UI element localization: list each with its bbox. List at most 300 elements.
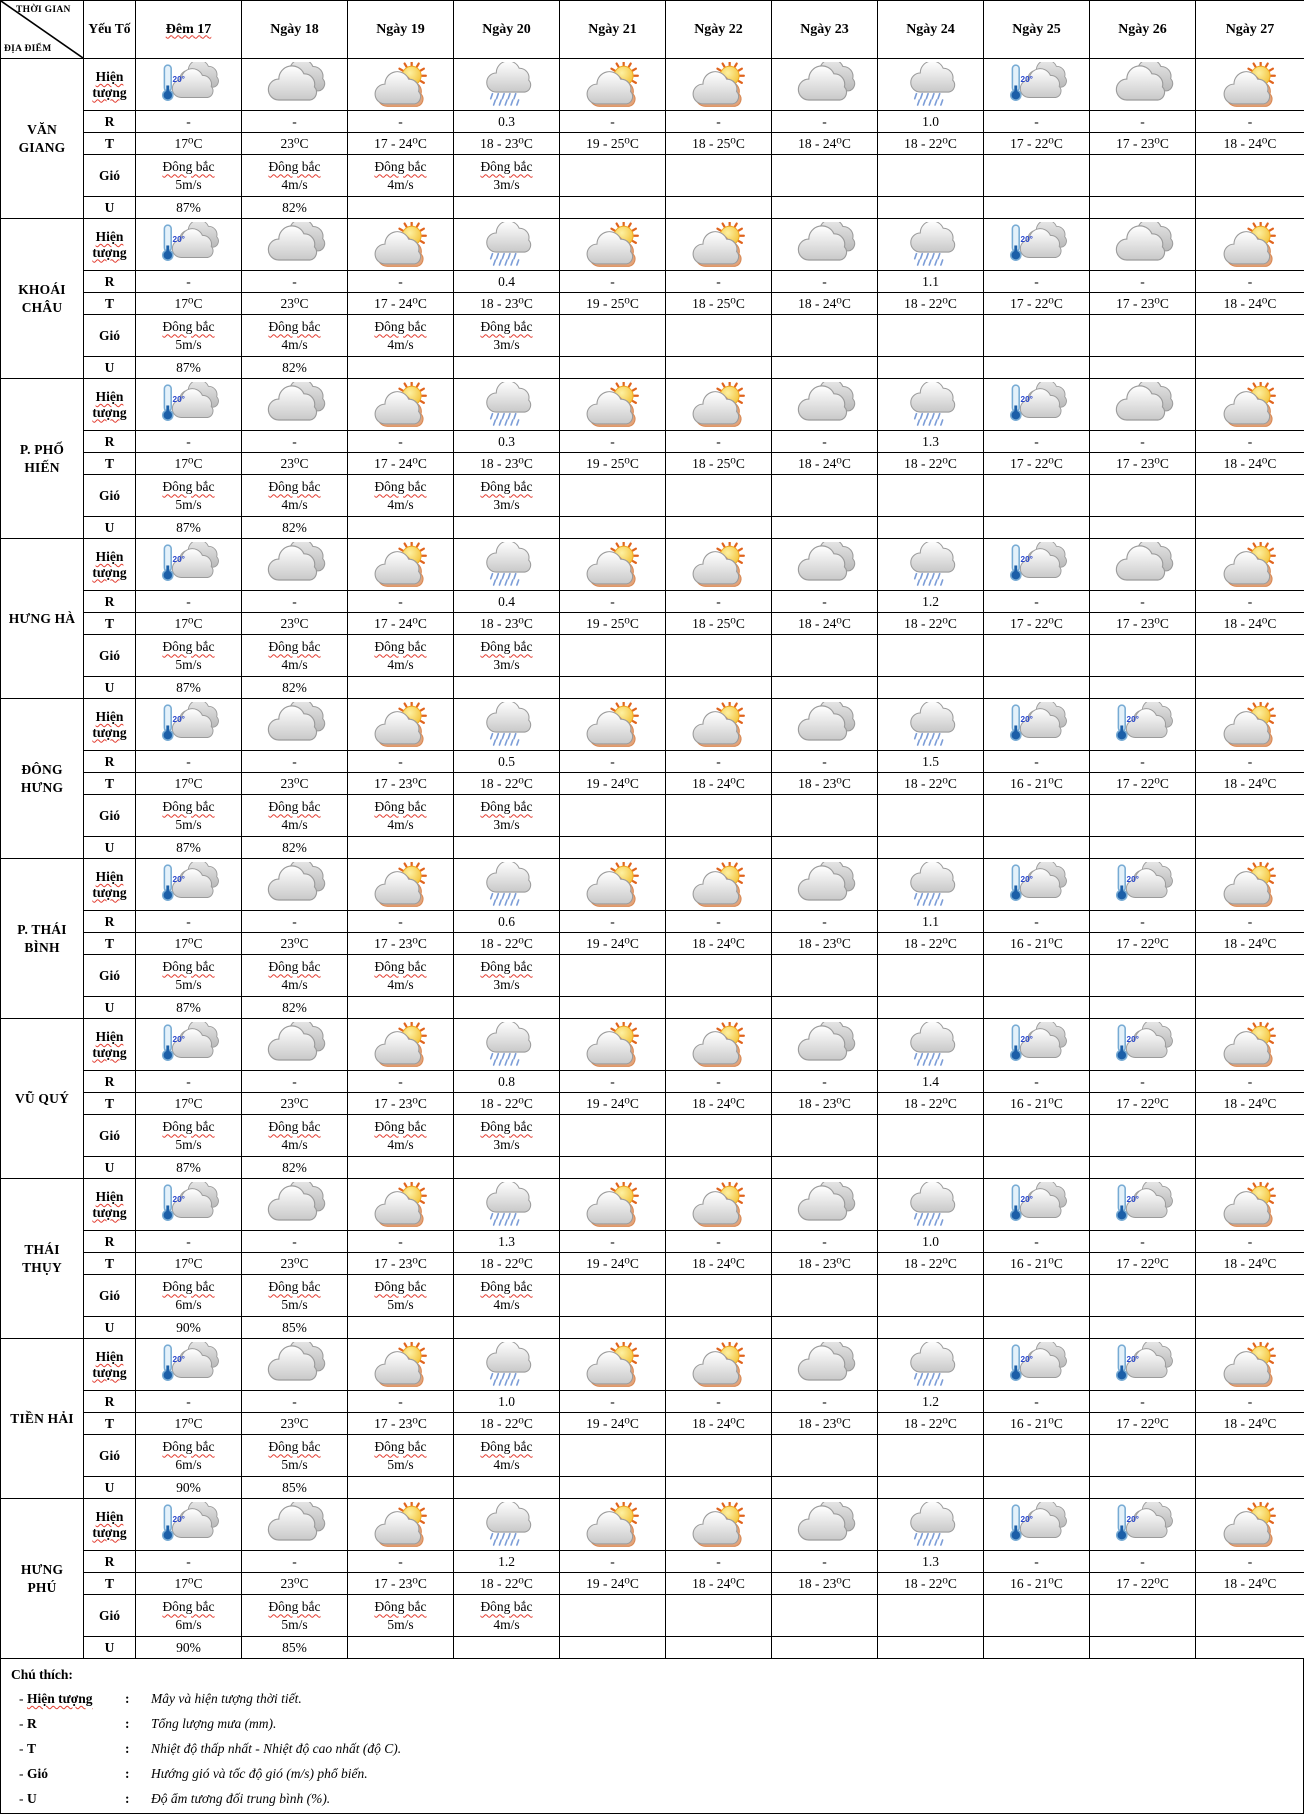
humidity-value-cell — [666, 197, 772, 219]
humidity-value-cell — [984, 197, 1090, 219]
row-label-wind: Gió — [84, 1595, 136, 1637]
rain-value-cell: - — [984, 271, 1090, 293]
phenomenon-cell — [242, 219, 348, 271]
wind-value-cell: Đông bắc 3m/s — [454, 635, 560, 677]
sun-behind-cloud-icon — [1219, 1182, 1281, 1227]
wind-value-cell — [772, 635, 878, 677]
wind-value-cell — [878, 635, 984, 677]
wind-value-cell — [666, 955, 772, 997]
day-header-label: Ngày 19 — [376, 21, 425, 37]
phenomenon-cell — [560, 539, 666, 591]
temp-row — [1, 613, 1304, 635]
wind-value-cell — [1090, 315, 1196, 357]
phenomenon-cell — [666, 539, 772, 591]
humidity-value-cell — [1196, 517, 1304, 539]
row-label-wind: Gió — [84, 635, 136, 677]
humidity-value-cell: 87% — [136, 997, 242, 1019]
temp-value-cell: 18 - 22⁰C — [878, 133, 984, 155]
wind-value-cell: Đông bắc 4m/s — [454, 1275, 560, 1317]
temp-value-cell: 17 - 23⁰C — [348, 773, 454, 795]
legend-colon: : — [125, 1791, 130, 1806]
rain-value-cell: - — [1196, 591, 1304, 613]
humidity-value-cell — [878, 837, 984, 859]
humidity-value-cell — [772, 1477, 878, 1499]
row-label-rain: R — [84, 1391, 136, 1413]
phenomenon-cell — [454, 1019, 560, 1071]
phenomenon-cell — [1090, 219, 1196, 271]
rain-row — [1, 1231, 1304, 1253]
sun-behind-cloud-icon — [1219, 702, 1281, 747]
phenomenon-cell — [1196, 219, 1304, 271]
rain-value-cell: - — [348, 1071, 454, 1093]
humidity-value-cell — [454, 1317, 560, 1339]
row-label-phenomenon: Hiện tượng — [84, 1339, 136, 1391]
row-label-phenomenon: Hiện tượng — [84, 379, 136, 431]
rain-value-cell: - — [666, 1071, 772, 1093]
wind-value-cell — [1196, 1435, 1304, 1477]
legend-item-phenomenon — [11, 1686, 1293, 1711]
humidity-value-cell — [348, 1477, 454, 1499]
phenomenon-cell — [454, 1179, 560, 1231]
wind-value-cell — [1196, 1115, 1304, 1157]
wind-value-cell — [560, 155, 666, 197]
temp-value-cell: 17⁰C — [136, 1093, 242, 1115]
temp-value-cell: 17 - 23⁰C — [348, 1253, 454, 1275]
humidity-value-cell — [1090, 1637, 1196, 1659]
humidity-value-cell — [666, 1317, 772, 1339]
humidity-value-cell — [666, 1637, 772, 1659]
phenomenon-cell — [454, 219, 560, 271]
row-label-phenomenon: Hiện tượng — [84, 1179, 136, 1231]
phenomenon-cell — [1196, 699, 1304, 751]
thermometer-20-cloud-icon — [1112, 1182, 1174, 1227]
legend-label: Hiện tượng — [27, 1691, 93, 1706]
svg-text:20°: 20° — [172, 75, 185, 85]
humidity-value-cell — [348, 677, 454, 699]
day-header — [878, 1, 984, 59]
wind-row — [1, 315, 1304, 357]
sun-behind-cloud-icon — [688, 542, 750, 587]
temp-value-cell: 18 - 22⁰C — [878, 1573, 984, 1595]
sun-behind-cloud-icon — [688, 702, 750, 747]
humidity-value-cell — [984, 1157, 1090, 1179]
clouds-icon — [794, 1502, 856, 1547]
day-header — [136, 1, 242, 59]
rain-value-cell: - — [560, 431, 666, 453]
rain-value-cell: 1.0 — [878, 1231, 984, 1253]
wind-value-cell: Đông bắc 5m/s — [136, 795, 242, 837]
temp-value-cell: 18 - 23⁰C — [772, 1253, 878, 1275]
rain-value-cell: - — [666, 911, 772, 933]
humidity-value-cell — [666, 997, 772, 1019]
sun-behind-cloud-icon — [370, 542, 432, 587]
temp-value-cell: 18 - 22⁰C — [454, 1413, 560, 1435]
row-label-humidity: U — [84, 197, 136, 219]
rain-value-cell: - — [772, 1231, 878, 1253]
rain-value-cell: 1.2 — [878, 1391, 984, 1413]
phenomenon-cell — [878, 1499, 984, 1551]
svg-text:20°: 20° — [1020, 715, 1033, 725]
sun-behind-cloud-icon — [582, 542, 644, 587]
humidity-value-cell — [1196, 1637, 1304, 1659]
rain-value-cell: - — [772, 1391, 878, 1413]
phenomenon-cell — [878, 59, 984, 111]
wind-value-cell — [984, 315, 1090, 357]
rain-value-cell: - — [1090, 1071, 1196, 1093]
rain-value-cell: 0.3 — [454, 111, 560, 133]
wind-value-cell — [984, 155, 1090, 197]
rain-value-cell: - — [136, 911, 242, 933]
temp-row — [1, 453, 1304, 475]
location-name: HƯNG HÀ — [1, 539, 84, 699]
phenomenon-cell — [1196, 59, 1304, 111]
rain-value-cell: - — [772, 431, 878, 453]
legend-colon: : — [125, 1741, 130, 1756]
temp-value-cell: 18 - 24⁰C — [1196, 453, 1304, 475]
temp-value-cell: 18 - 22⁰C — [878, 933, 984, 955]
rain-value-cell: 0.6 — [454, 911, 560, 933]
day-header — [1090, 1, 1196, 59]
sun-behind-cloud-icon — [688, 862, 750, 907]
row-label-temp: T — [84, 1573, 136, 1595]
temp-value-cell: 18 - 24⁰C — [1196, 1413, 1304, 1435]
humidity-value-cell: 82% — [242, 1157, 348, 1179]
rain-value-cell: - — [1196, 751, 1304, 773]
wind-row — [1, 1435, 1304, 1477]
phenomenon-cell — [984, 219, 1090, 271]
phenomenon-cell — [242, 1339, 348, 1391]
sun-behind-cloud-icon — [1219, 222, 1281, 267]
wind-value-cell — [1090, 1275, 1196, 1317]
sun-behind-cloud-icon — [582, 1342, 644, 1387]
humidity-value-cell — [454, 1157, 560, 1179]
phenomenon-cell — [1090, 1499, 1196, 1551]
phenomenon-cell — [560, 59, 666, 111]
humidity-value-cell — [772, 357, 878, 379]
svg-text:20°: 20° — [1126, 1515, 1139, 1525]
temp-value-cell: 17 - 23⁰C — [1090, 293, 1196, 315]
row-label-wind: Gió — [84, 1275, 136, 1317]
legend-colon: : — [125, 1766, 130, 1781]
thermometer-20-cloud-icon — [1006, 62, 1068, 107]
rain-value-cell: - — [1196, 1391, 1304, 1413]
rain-cloud-icon — [900, 862, 962, 907]
rain-value-cell: - — [242, 751, 348, 773]
rain-value-cell: - — [242, 1231, 348, 1253]
sun-behind-cloud-icon — [370, 222, 432, 267]
humidity-value-cell: 85% — [242, 1477, 348, 1499]
clouds-icon — [264, 222, 326, 267]
rain-value-cell: - — [1196, 271, 1304, 293]
row-label-wind: Gió — [84, 155, 136, 197]
humidity-value-cell — [984, 1317, 1090, 1339]
rain-value-cell: - — [772, 751, 878, 773]
humidity-value-cell — [666, 677, 772, 699]
rain-value-cell: - — [666, 1231, 772, 1253]
phenomenon-cell — [984, 859, 1090, 911]
legend-item-wind — [11, 1761, 1293, 1786]
svg-text:20°: 20° — [1126, 1355, 1139, 1365]
svg-text:20°: 20° — [1126, 715, 1139, 725]
temp-value-cell: 17⁰C — [136, 933, 242, 955]
temp-value-cell: 17 - 24⁰C — [348, 613, 454, 635]
humidity-row — [1, 517, 1304, 539]
phenomenon-cell — [878, 1339, 984, 1391]
legend-label: U — [27, 1791, 37, 1806]
humidity-row — [1, 677, 1304, 699]
rain-row — [1, 911, 1304, 933]
temp-value-cell: 19 - 24⁰C — [560, 1093, 666, 1115]
rain-cloud-icon — [476, 382, 538, 427]
sun-behind-cloud-icon — [688, 222, 750, 267]
svg-text:20°: 20° — [172, 875, 185, 885]
svg-text:20°: 20° — [172, 715, 185, 725]
phenomenon-cell — [348, 379, 454, 431]
rain-value-cell: - — [348, 111, 454, 133]
rain-value-cell: - — [136, 431, 242, 453]
rain-value-cell: - — [136, 1551, 242, 1573]
humidity-value-cell — [666, 357, 772, 379]
phenomenon-cell — [560, 379, 666, 431]
wind-value-cell: Đông bắc 5m/s — [136, 955, 242, 997]
legend-title: Chú thích: — [11, 1667, 73, 1682]
phenomenon-cell — [454, 379, 560, 431]
humidity-value-cell — [560, 1637, 666, 1659]
sun-behind-cloud-icon — [582, 62, 644, 107]
humidity-value-cell — [560, 1157, 666, 1179]
wind-value-cell — [984, 1275, 1090, 1317]
svg-text:20°: 20° — [1126, 875, 1139, 885]
humidity-value-cell — [1196, 1317, 1304, 1339]
rain-value-cell: 1.2 — [878, 591, 984, 613]
temp-value-cell: 18 - 23⁰C — [772, 1573, 878, 1595]
phenomenon-cell — [242, 859, 348, 911]
rain-cloud-icon — [476, 1502, 538, 1547]
wind-value-cell: Đông bắc 6m/s — [136, 1275, 242, 1317]
temp-row — [1, 1413, 1304, 1435]
clouds-icon — [794, 382, 856, 427]
wind-value-cell: Đông bắc 6m/s — [136, 1595, 242, 1637]
phenomenon-cell — [454, 1499, 560, 1551]
thermometer-20-cloud-icon — [158, 542, 220, 587]
wind-value-cell — [560, 1115, 666, 1157]
temp-value-cell: 18 - 24⁰C — [772, 293, 878, 315]
rain-cloud-icon — [900, 62, 962, 107]
thermometer-20-cloud-icon — [1006, 222, 1068, 267]
temp-value-cell: 17 - 23⁰C — [1090, 613, 1196, 635]
wind-value-cell: Đông bắc 5m/s — [242, 1595, 348, 1637]
phenomenon-cell — [984, 699, 1090, 751]
temp-value-cell: 18 - 23⁰C — [772, 1413, 878, 1435]
rain-cloud-icon — [900, 1502, 962, 1547]
temp-value-cell: 18 - 24⁰C — [772, 453, 878, 475]
phenomenon-cell — [348, 1179, 454, 1231]
clouds-icon — [794, 702, 856, 747]
rain-value-cell: - — [348, 591, 454, 613]
rain-value-cell: - — [984, 1071, 1090, 1093]
phenomenon-cell — [878, 1019, 984, 1071]
rain-value-cell: - — [560, 1391, 666, 1413]
rain-value-cell: - — [242, 1391, 348, 1413]
day-header — [666, 1, 772, 59]
rain-cloud-icon — [900, 1342, 962, 1387]
svg-text:20°: 20° — [172, 555, 185, 565]
rain-value-cell: - — [666, 1391, 772, 1413]
phenomenon-cell — [136, 859, 242, 911]
phenomenon-cell — [772, 1499, 878, 1551]
humidity-value-cell — [1090, 1477, 1196, 1499]
wind-value-cell — [666, 1275, 772, 1317]
phenomenon-cell — [666, 1339, 772, 1391]
phenomenon-cell — [772, 539, 878, 591]
temp-value-cell: 17⁰C — [136, 133, 242, 155]
row-label-rain: R — [84, 111, 136, 133]
temp-value-cell: 18 - 22⁰C — [878, 293, 984, 315]
phenomenon-cell — [666, 1179, 772, 1231]
rain-value-cell: - — [560, 911, 666, 933]
temp-value-cell: 18 - 22⁰C — [454, 933, 560, 955]
phenomenon-cell — [666, 219, 772, 271]
rain-value-cell: - — [560, 751, 666, 773]
sun-behind-cloud-icon — [370, 1502, 432, 1547]
wind-value-cell — [772, 1275, 878, 1317]
legend-item-rain — [11, 1711, 1293, 1736]
temp-value-cell: 19 - 25⁰C — [560, 133, 666, 155]
wind-value-cell — [878, 1115, 984, 1157]
day-header-label: Ngày 18 — [270, 21, 319, 37]
row-label-humidity: U — [84, 837, 136, 859]
rain-value-cell: 1.1 — [878, 271, 984, 293]
phenomenon-cell — [560, 1019, 666, 1071]
legend-desc: Tổng lượng mưa (mm). — [151, 1716, 277, 1731]
humidity-value-cell — [984, 1637, 1090, 1659]
thermometer-20-cloud-icon — [158, 1502, 220, 1547]
row-label-phenomenon: Hiện tượng — [84, 59, 136, 111]
phenomenon-cell — [984, 1499, 1090, 1551]
rain-row — [1, 751, 1304, 773]
temp-value-cell: 23⁰C — [242, 1253, 348, 1275]
humidity-value-cell — [348, 1157, 454, 1179]
phenomenon-cell — [772, 219, 878, 271]
location-name: HƯNG PHÚ — [1, 1499, 84, 1659]
humidity-value-cell: 87% — [136, 517, 242, 539]
phenomenon-cell — [1196, 1339, 1304, 1391]
phenomenon-row — [1, 1019, 1304, 1071]
rain-value-cell: - — [1090, 1231, 1196, 1253]
rain-value-cell: - — [984, 431, 1090, 453]
row-label-rain: R — [84, 751, 136, 773]
temp-value-cell: 18 - 24⁰C — [1196, 773, 1304, 795]
phenomenon-cell — [878, 539, 984, 591]
sun-behind-cloud-icon — [1219, 862, 1281, 907]
rain-cloud-icon — [900, 222, 962, 267]
temp-value-cell: 18 - 22⁰C — [454, 1573, 560, 1595]
rain-value-cell: - — [666, 111, 772, 133]
row-label-wind: Gió — [84, 475, 136, 517]
wind-value-cell: Đông bắc 4m/s — [242, 155, 348, 197]
phenomenon-cell — [666, 59, 772, 111]
row-label-rain: R — [84, 591, 136, 613]
temp-value-cell: 23⁰C — [242, 1573, 348, 1595]
humidity-value-cell — [1196, 197, 1304, 219]
humidity-value-cell: 82% — [242, 677, 348, 699]
location-name: TIỀN HẢI — [1, 1339, 84, 1499]
phenomenon-cell — [984, 1339, 1090, 1391]
humidity-value-cell — [1090, 357, 1196, 379]
temp-value-cell: 23⁰C — [242, 453, 348, 475]
corner-time-label: THỜI GIAN — [16, 5, 71, 15]
phenomenon-cell — [1196, 859, 1304, 911]
rain-value-cell: - — [1090, 911, 1196, 933]
rain-cloud-icon — [476, 62, 538, 107]
day-header — [984, 1, 1090, 59]
thermometer-20-cloud-icon — [1006, 1022, 1068, 1067]
legend-item-humidity — [11, 1786, 1293, 1811]
phenomenon-cell — [454, 699, 560, 751]
temp-row — [1, 293, 1304, 315]
wind-value-cell: Đông bắc 4m/s — [242, 1115, 348, 1157]
factor-header: Yếu Tố — [84, 1, 136, 59]
wind-value-cell — [560, 315, 666, 357]
legend-desc: Hướng gió và tốc độ gió (m/s) phổ biến. — [151, 1766, 368, 1781]
humidity-value-cell — [772, 677, 878, 699]
temp-value-cell: 17⁰C — [136, 1413, 242, 1435]
row-label-phenomenon: Hiện tượng — [84, 1499, 136, 1551]
row-label-temp: T — [84, 133, 136, 155]
temp-value-cell: 18 - 22⁰C — [878, 773, 984, 795]
svg-text:20°: 20° — [1020, 1035, 1033, 1045]
temp-value-cell: 18 - 25⁰C — [666, 293, 772, 315]
svg-text:20°: 20° — [1020, 235, 1033, 245]
temp-value-cell: 23⁰C — [242, 1413, 348, 1435]
phenomenon-cell — [1196, 379, 1304, 431]
day-header-label: Ngày 24 — [906, 21, 955, 37]
phenomenon-cell — [878, 1179, 984, 1231]
humidity-value-cell — [878, 1317, 984, 1339]
humidity-value-cell: 87% — [136, 1157, 242, 1179]
temp-row — [1, 1253, 1304, 1275]
wind-value-cell — [560, 475, 666, 517]
wind-value-cell — [984, 955, 1090, 997]
humidity-row — [1, 1317, 1304, 1339]
sun-behind-cloud-icon — [582, 1022, 644, 1067]
sun-behind-cloud-icon — [1219, 542, 1281, 587]
sun-behind-cloud-icon — [688, 382, 750, 427]
thermometer-20-cloud-icon — [1112, 1502, 1174, 1547]
phenomenon-cell — [454, 539, 560, 591]
temp-value-cell: 17⁰C — [136, 773, 242, 795]
phenomenon-cell — [772, 1339, 878, 1391]
humidity-row — [1, 997, 1304, 1019]
rain-value-cell: 1.3 — [878, 431, 984, 453]
day-header-label: Ngày 22 — [694, 21, 743, 37]
phenomenon-row — [1, 859, 1304, 911]
rain-value-cell: 1.4 — [878, 1071, 984, 1093]
wind-row — [1, 155, 1304, 197]
wind-row — [1, 955, 1304, 997]
thermometer-20-cloud-icon — [158, 382, 220, 427]
humidity-value-cell — [348, 197, 454, 219]
humidity-value-cell — [878, 357, 984, 379]
humidity-value-cell — [560, 517, 666, 539]
row-label-wind: Gió — [84, 315, 136, 357]
wind-value-cell — [984, 1435, 1090, 1477]
temp-value-cell: 18 - 25⁰C — [666, 613, 772, 635]
rain-value-cell: - — [242, 111, 348, 133]
rain-value-cell: - — [348, 431, 454, 453]
wind-value-cell — [878, 155, 984, 197]
wind-value-cell — [560, 955, 666, 997]
